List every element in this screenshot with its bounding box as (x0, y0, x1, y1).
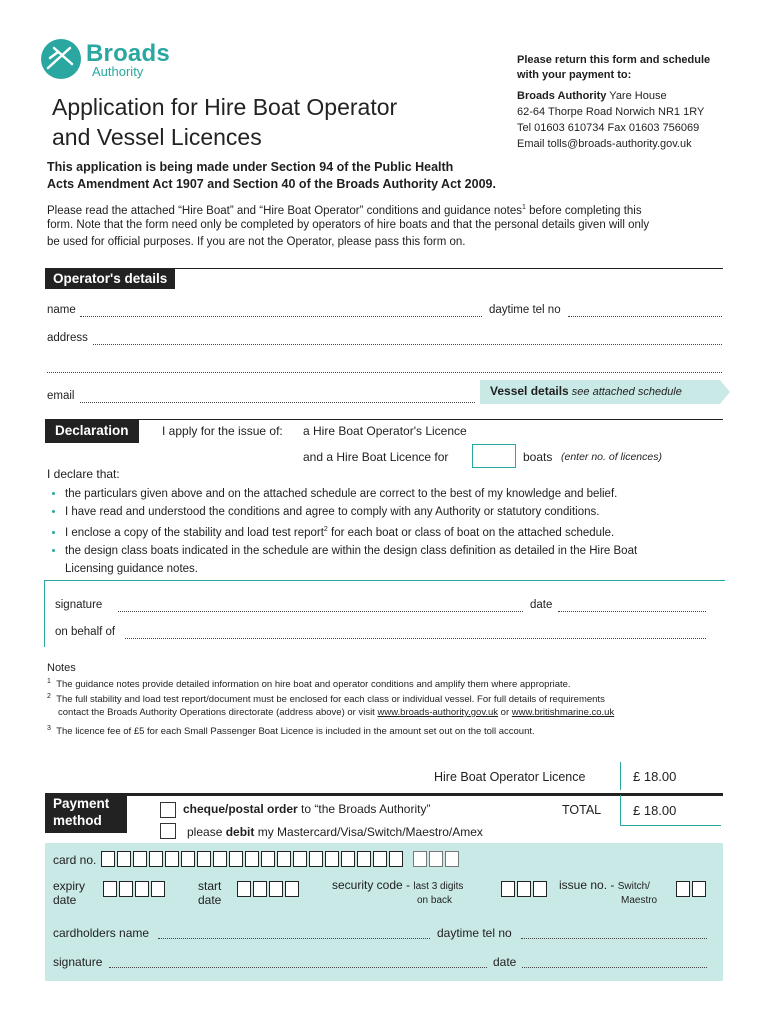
note-2-or: or (498, 707, 512, 718)
digit-box[interactable] (413, 851, 427, 867)
note-3-text: The licence fee of £5 for each Small Passenger Boat Licence is included in the amount set out on the toll account. (56, 726, 535, 738)
total-label: TOTAL (562, 803, 602, 817)
payment-heading-1: Payment (53, 796, 110, 811)
name-label: name (47, 304, 76, 316)
signature-label: signature (55, 599, 103, 611)
cardholder-field[interactable] (158, 926, 430, 939)
note-1-num: 1 (47, 678, 51, 685)
name-field[interactable] (80, 304, 482, 317)
start-label (198, 879, 221, 907)
digit-box[interactable] (229, 851, 243, 867)
logo-sub: Authority (92, 64, 144, 79)
daytime-label: daytime tel no (489, 304, 561, 316)
card-signature-field[interactable] (109, 955, 487, 968)
issue-small-1: Switch/ (617, 881, 650, 892)
expiry-label (53, 879, 85, 907)
expiry-2: date (53, 893, 77, 907)
security-small-1: last 3 digits (413, 881, 464, 892)
hb-operator-amount-box (620, 762, 721, 790)
vessel-tab-text (490, 384, 682, 398)
digit-box[interactable] (293, 851, 307, 867)
digit-box[interactable] (133, 851, 147, 867)
start-2: date (198, 893, 222, 907)
debit-pre: please (187, 825, 226, 839)
total-amount-box (620, 795, 721, 826)
expiry-1: expiry (53, 879, 86, 893)
broads-logo-icon (40, 38, 82, 80)
page-title-line1: Application for Hire Boat Operator (52, 94, 398, 120)
cheque-checkbox[interactable] (160, 802, 176, 818)
total-amount: £ 18.00 (633, 803, 677, 818)
digit-box[interactable] (101, 851, 115, 867)
declaration-list (47, 485, 737, 578)
digit-box[interactable] (119, 881, 133, 897)
behalf-field[interactable] (125, 626, 706, 639)
return-tel: Tel 01603 610734 Fax 01603 756069 (517, 122, 700, 134)
card-date-field[interactable] (522, 955, 707, 968)
date-field[interactable] (558, 599, 706, 612)
declaration-item-3 (65, 521, 737, 542)
operator-licence-text: a Hire Boat Operator's Licence (303, 424, 467, 438)
expiry-boxes (103, 881, 167, 902)
digit-box[interactable] (197, 851, 211, 867)
declaration-rule (45, 419, 723, 420)
intro-sup: 1 (521, 204, 526, 211)
digit-box[interactable] (245, 851, 259, 867)
issue-label (559, 879, 657, 907)
security-label (332, 879, 463, 907)
digit-box[interactable] (151, 881, 165, 897)
digit-box[interactable] (213, 851, 227, 867)
digit-box[interactable] (676, 881, 690, 897)
digit-box[interactable] (341, 851, 355, 867)
declaration-item-2: • I have read and understood the conditions and agree to comply with any Authority or statutory conditions. (65, 503, 737, 521)
intro-bold-2: Acts Amendment Act 1907 and Section 40 of the Broads Authority Act 2009. (47, 177, 496, 191)
boats-label: boats (523, 450, 553, 464)
vessel-italic: see attached schedule (568, 386, 682, 398)
intro-p1 (47, 200, 642, 219)
cheque-text (183, 802, 430, 816)
card-number-boxes (101, 851, 461, 872)
hb-operator-label: Hire Boat Operator Licence (434, 770, 586, 784)
cardholder-label: cardholders name (53, 926, 150, 940)
digit-box[interactable] (103, 881, 117, 897)
and-licence-text: and a Hire Boat Licence for (303, 450, 449, 464)
digit-box[interactable] (277, 851, 291, 867)
digit-box[interactable] (389, 851, 403, 867)
note-2 (47, 690, 737, 707)
operator-heading: Operator's details (45, 268, 175, 289)
note-3 (47, 722, 737, 739)
digit-box[interactable] (237, 881, 251, 897)
item4-text: the design class boats indicated in the schedule are within the design class definition as detailed in the Hire Boat (65, 544, 638, 557)
digit-box[interactable] (357, 851, 371, 867)
cheque-rest: to “the Broads Authority” (297, 802, 431, 816)
item4-line2: Licensing guidance notes. (65, 562, 198, 575)
britishmarine-link[interactable]: www.britishmarine.co.uk (511, 707, 615, 718)
vessel-bold: Vessel details (490, 384, 569, 398)
digit-box[interactable] (429, 851, 443, 867)
note-2-text-b: contact the Broads Authority Operations directorate (address above) or visit (58, 707, 378, 718)
digit-box[interactable] (149, 851, 163, 867)
security-boxes (501, 881, 549, 902)
start-boxes (237, 881, 301, 902)
hb-operator-amount: £ 18.00 (633, 769, 677, 784)
debit-text (187, 825, 483, 839)
declaration-item-4 (65, 542, 737, 578)
signature-field[interactable] (118, 599, 523, 612)
digit-box[interactable] (285, 881, 299, 897)
intro-p1b-text: before completing this (525, 204, 642, 217)
digit-box[interactable] (309, 851, 323, 867)
card-date-label: date (493, 955, 517, 969)
digit-box[interactable] (445, 851, 459, 867)
intro-p2: form. Note that the form need only be completed by operators of hire boats and that the personal details given will only (47, 219, 650, 231)
email-label: email (47, 390, 75, 402)
boats-count-input[interactable] (472, 444, 516, 468)
card-no-label: card no. (53, 853, 97, 867)
declare-label: I declare that: (47, 467, 120, 481)
return-email: Email tolls@broads-authority.gov.uk (517, 138, 692, 150)
return-building: Yare House (606, 90, 667, 102)
item3-sup: 2 (323, 526, 328, 533)
digit-box[interactable] (692, 881, 706, 897)
digit-box[interactable] (165, 851, 179, 867)
debit-rest: my Mastercard/Visa/Switch/Maestro/Amex (254, 825, 483, 839)
card-signature-label: signature (53, 955, 103, 969)
note-1-text: The guidance notes provide detailed information on hire boat and operator conditions and amplify them where appropriate. (56, 679, 571, 691)
vessel-details-tab (480, 380, 720, 402)
email-field[interactable] (80, 390, 475, 403)
address-label: address (47, 332, 88, 344)
note-2-line2 (58, 706, 748, 720)
item3-text: I enclose a copy of the stability and load test report (65, 526, 324, 539)
enter-hint: (enter no. of licences) (561, 451, 662, 463)
broads-logo (40, 38, 82, 85)
payment-heading (45, 793, 127, 833)
return-address: 62-64 Thorpe Road Norwich NR1 1RY (517, 106, 705, 118)
start-1: start (198, 879, 222, 893)
declaration-item-1: • the particulars given above and on the attached schedule are correct to the best of my knowledge and belief. (65, 485, 737, 503)
return-org: Broads Authority (517, 90, 607, 102)
note-2-num: 2 (47, 693, 51, 700)
intro-p3: be used for official purposes. If you are not the Operator, please pass this form on. (47, 236, 466, 248)
logo-name: Broads (86, 40, 170, 67)
debit-bold: debit (225, 825, 255, 839)
date-label: date (530, 599, 553, 611)
intro-bold-1: This application is being made under Section 94 of the Public Health (47, 160, 454, 174)
issue-small-2: Maestro (621, 895, 658, 906)
item3-rest: for each boat or class of boat on the attached schedule. (327, 526, 615, 539)
digit-box[interactable] (373, 851, 387, 867)
cheque-bold: cheque/postal order (183, 802, 298, 816)
digit-box[interactable] (501, 881, 515, 897)
card-details-area (45, 843, 723, 981)
issue-main: issue no. - (559, 878, 618, 892)
debit-checkbox[interactable] (160, 823, 176, 839)
digit-box[interactable] (135, 881, 149, 897)
card-daytime-label: daytime tel no (437, 926, 512, 940)
digit-box[interactable] (269, 881, 283, 897)
address-field-1[interactable] (93, 332, 722, 345)
note-2-text-a: The full stability and load test report/document must be enclosed for each class or individual vessel. For full details of requirements (56, 694, 605, 706)
note-3-num: 3 (47, 725, 51, 732)
daytime-field[interactable] (568, 304, 722, 317)
return-org-line (517, 88, 667, 104)
broads-link[interactable]: www.broads-authority.gov.uk (377, 707, 499, 718)
return-heading-1: Please return this form and schedule (517, 54, 711, 66)
digit-box[interactable] (117, 851, 131, 867)
digit-box[interactable] (533, 881, 547, 897)
digit-box[interactable] (181, 851, 195, 867)
issue-boxes (676, 881, 708, 902)
card-daytime-field[interactable] (521, 926, 707, 939)
behalf-label: on behalf of (55, 626, 116, 638)
digit-box[interactable] (325, 851, 339, 867)
declaration-heading: Declaration (45, 420, 139, 443)
digit-box[interactable] (253, 881, 267, 897)
payment-heading-2: method (53, 813, 102, 828)
security-main: security code - (332, 878, 414, 892)
apply-label: I apply for the issue of: (162, 424, 283, 438)
notes-heading: Notes (47, 662, 76, 674)
security-small-2: on back (417, 895, 453, 906)
digit-box[interactable] (261, 851, 275, 867)
page-title-line2: and Vessel Licences (52, 124, 262, 150)
address-field-2[interactable] (47, 360, 722, 373)
return-heading-2: with your payment to: (517, 69, 632, 81)
intro-p1-text: Please read the attached “Hire Boat” and “Hire Boat Operator” conditions and guidance notes (47, 204, 522, 217)
digit-box[interactable] (517, 881, 531, 897)
